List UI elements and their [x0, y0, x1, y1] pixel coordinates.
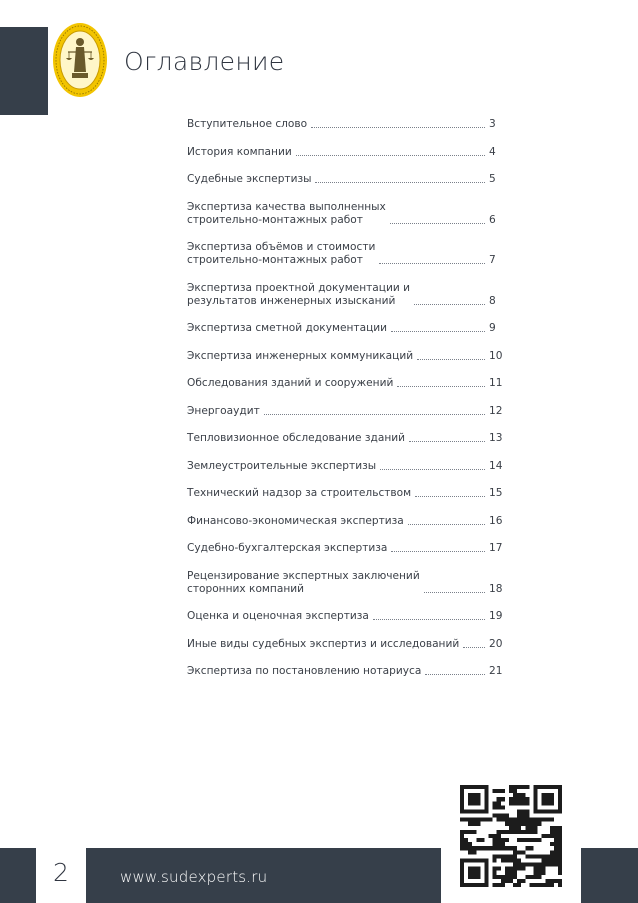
toc-leader-dots — [391, 550, 485, 552]
toc-entry-page: 20 — [489, 637, 503, 650]
table-of-contents — [187, 118, 502, 693]
page-title: Оглавление — [124, 47, 285, 76]
toc-entry-page: 14 — [489, 459, 503, 472]
toc-entry-page: 21 — [489, 665, 503, 677]
header-accent-block — [0, 27, 48, 115]
toc-entry[interactable] — [187, 173, 502, 186]
toc-entry[interactable] — [187, 201, 502, 227]
toc-leader-dots — [264, 413, 485, 415]
court-experts-emblem-icon — [50, 20, 110, 100]
toc-entry-page: 19 — [489, 610, 503, 622]
toc-entry[interactable] — [187, 350, 502, 363]
toc-entry-page: 9 — [489, 322, 496, 334]
toc-leader-dots — [408, 523, 485, 525]
toc-leader-dots — [425, 673, 485, 675]
toc-leader-dots — [409, 440, 485, 442]
toc-leader-dots — [415, 495, 485, 497]
toc-leader-dots — [391, 330, 485, 332]
toc-entry[interactable] — [187, 638, 502, 651]
toc-leader-dots — [296, 154, 485, 156]
toc-entry-page: 5 — [489, 173, 496, 185]
toc-leader-dots — [390, 222, 485, 224]
toc-entry-page: 6 — [489, 213, 496, 226]
toc-entry-label: Экспертиза инженерных коммуникаций — [187, 349, 414, 362]
toc-entry-label: Обследования зданий и сооружений — [187, 377, 394, 389]
toc-entry[interactable] — [187, 405, 502, 418]
toc-leader-dots — [373, 618, 485, 620]
toc-leader-dots — [424, 591, 485, 593]
toc-entry-page: 8 — [489, 294, 496, 307]
toc-entry-label: История компании — [187, 145, 292, 158]
toc-leader-dots — [311, 126, 485, 128]
toc-entry-label: Экспертиза проектной документации и результатов инженерных изысканий — [187, 281, 411, 307]
toc-entry-label: Экспертиза качества выполненных строительно-монтажных работ — [187, 200, 386, 226]
toc-entry[interactable] — [187, 665, 502, 678]
toc-entry-label: Экспертиза по постановлению нотариуса — [187, 665, 422, 677]
toc-entry-label: Землеустроительные экспертизы — [187, 459, 377, 472]
toc-entry-page: 10 — [489, 349, 503, 362]
toc-leader-dots — [380, 468, 485, 470]
toc-entry-page: 11 — [489, 377, 503, 389]
toc-entry-page: 15 — [489, 487, 503, 499]
page-number: 2 — [53, 858, 69, 887]
toc-entry[interactable] — [187, 542, 502, 555]
toc-leader-dots — [463, 646, 485, 648]
toc-entry-page: 18 — [489, 582, 503, 595]
toc-entry[interactable] — [187, 322, 502, 335]
toc-entry[interactable] — [187, 432, 502, 445]
toc-entry-label: Тепловизионное обследование зданий — [187, 432, 406, 444]
toc-entry[interactable] — [187, 487, 502, 500]
toc-entry-page: 3 — [489, 118, 496, 130]
toc-entry-label: Экспертиза сметной документации — [187, 322, 388, 334]
toc-entry-label: Судебные экспертизы — [187, 173, 312, 185]
toc-leader-dots — [379, 262, 485, 264]
qr-code-icon — [460, 785, 562, 887]
toc-entry[interactable] — [187, 282, 502, 308]
toc-leader-dots — [414, 303, 485, 305]
toc-entry-label: Оценка и оценочная экспертиза — [187, 610, 369, 622]
toc-entry-label: Судебно-бухгалтерская экспертиза — [187, 542, 388, 554]
toc-entry[interactable] — [187, 146, 502, 159]
website-link[interactable]: www.sudexperts.ru — [120, 868, 268, 886]
toc-leader-dots — [397, 385, 485, 387]
toc-entry[interactable] — [187, 241, 502, 267]
toc-entry-page: 13 — [489, 432, 503, 444]
toc-entry-page: 12 — [489, 404, 503, 417]
toc-entry[interactable] — [187, 610, 502, 623]
toc-entry-page: 16 — [489, 514, 503, 527]
toc-entry-label: Рецензирование экспертных заключений сторонних компаний — [187, 569, 420, 595]
toc-entry-page: 4 — [489, 145, 496, 158]
toc-leader-dots — [315, 181, 485, 183]
toc-entry[interactable] — [187, 118, 502, 131]
footer-accent-right — [581, 848, 638, 903]
toc-entry-label: Иные виды судебных экспертиз и исследований — [187, 637, 460, 650]
toc-entry-label: Энергоаудит — [187, 404, 260, 417]
toc-entry[interactable] — [187, 377, 502, 390]
toc-entry-page: 17 — [489, 542, 503, 554]
toc-leader-dots — [417, 358, 485, 360]
toc-entry-label: Технический надзор за строительством — [187, 487, 412, 499]
toc-entry-label: Вступительное слово — [187, 118, 308, 130]
toc-entry-label: Экспертиза объёмов и стоимости строительно-монтажных работ — [187, 241, 376, 266]
toc-entry[interactable] — [187, 515, 502, 528]
toc-entry-page: 7 — [489, 254, 496, 266]
toc-entry[interactable] — [187, 570, 502, 596]
toc-entry[interactable] — [187, 460, 502, 473]
toc-entry-label: Финансово-экономическая экспертиза — [187, 514, 404, 527]
